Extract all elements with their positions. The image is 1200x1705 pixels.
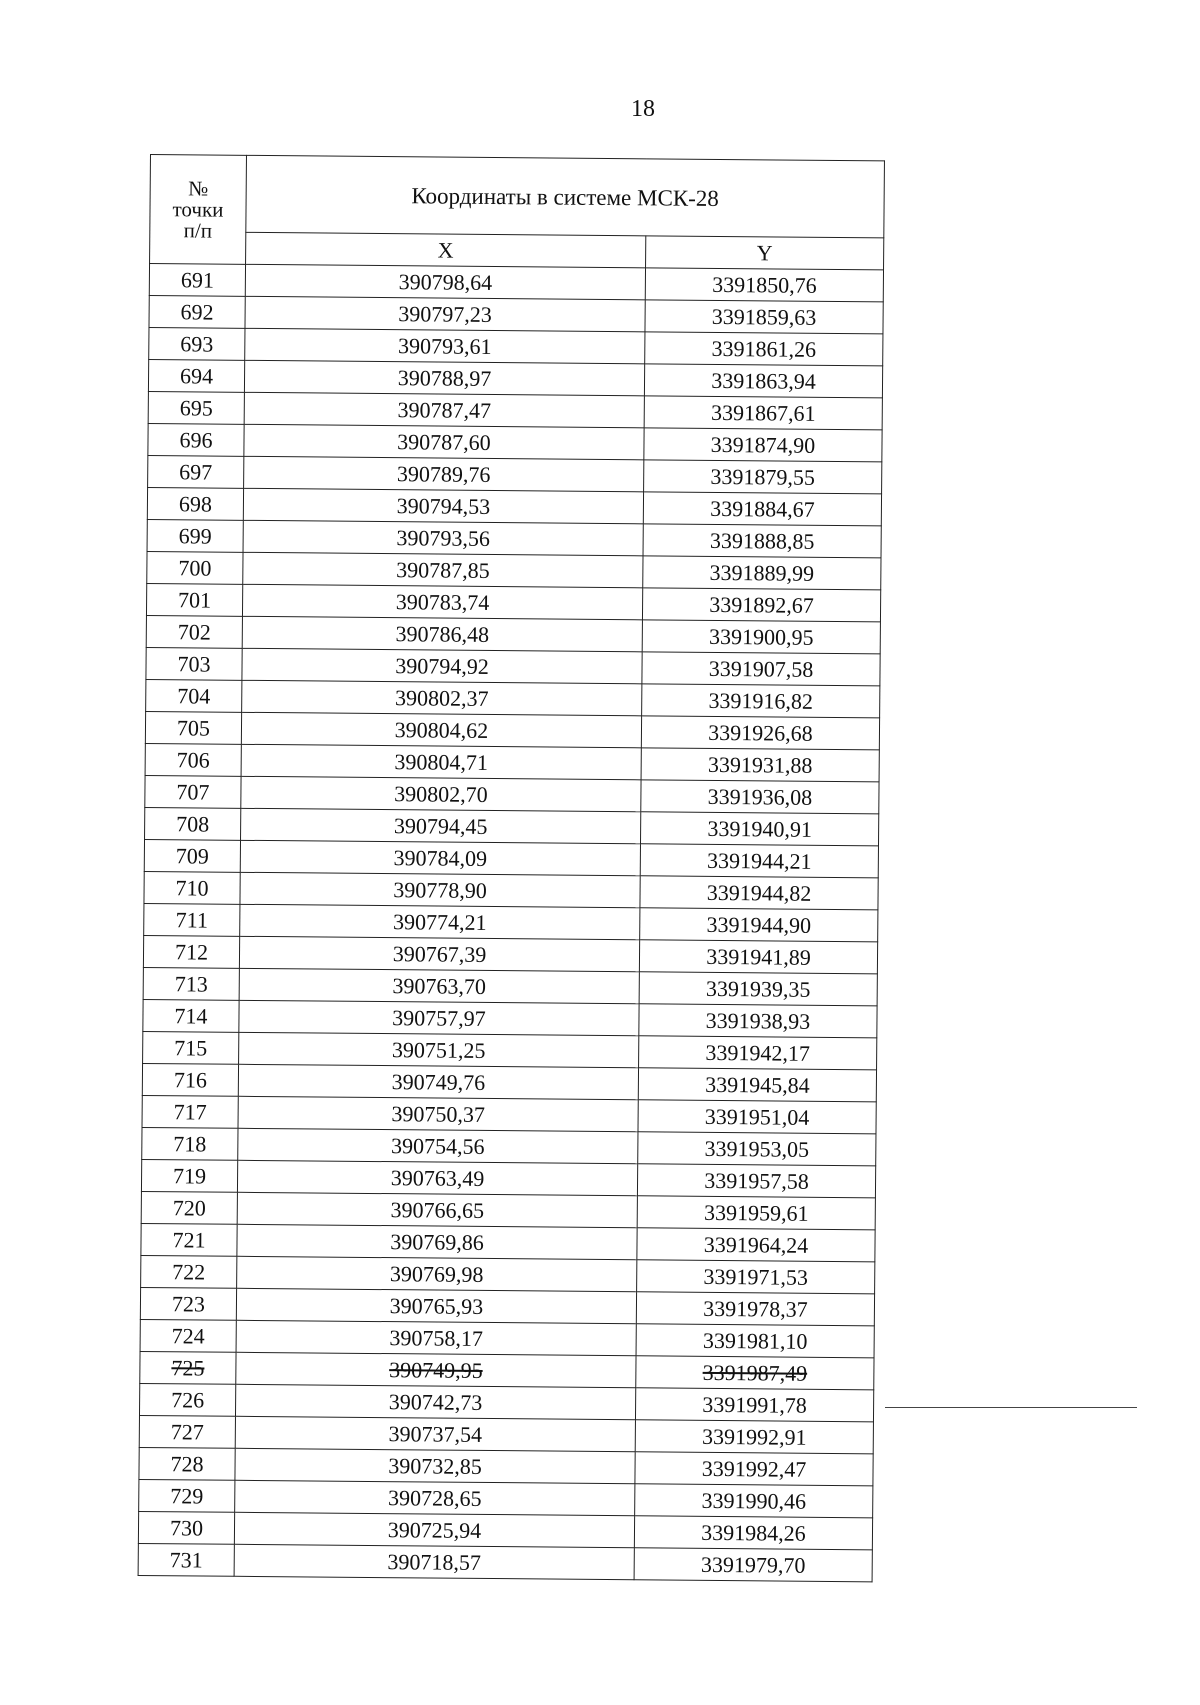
- point-number-cell: 719: [141, 1159, 237, 1192]
- y-coordinate-cell: 3391991,78: [635, 1388, 873, 1422]
- y-coordinate-cell: 3391926,68: [641, 716, 879, 750]
- x-coordinate-cell: 390794,45: [241, 808, 641, 843]
- point-number-cell: 713: [143, 967, 239, 1000]
- y-coordinate-cell: 3391984,26: [634, 1516, 872, 1550]
- point-number-cell: 709: [144, 839, 240, 872]
- x-coordinate-cell: 390728,65: [235, 1480, 635, 1515]
- point-number-cell: 696: [148, 423, 244, 456]
- x-coordinate-cell: 390763,49: [237, 1160, 637, 1195]
- x-coordinate-cell: 390797,23: [245, 296, 645, 331]
- strike-extension-line: [885, 1407, 1137, 1408]
- table-header: [150, 155, 885, 270]
- y-coordinate-cell: 3391850,76: [645, 268, 883, 302]
- x-coordinate-cell: 390774,21: [240, 904, 640, 939]
- x-coordinate-cell: 390732,85: [235, 1448, 635, 1483]
- y-coordinate-cell: 3391888,85: [643, 524, 881, 558]
- x-coordinate-cell: 390751,25: [239, 1032, 639, 1067]
- x-coordinate-cell: 390769,98: [237, 1256, 637, 1291]
- x-coordinate-cell: 390767,39: [239, 936, 639, 971]
- point-number-cell: 718: [142, 1127, 238, 1160]
- y-coordinate-cell: 3391964,24: [637, 1228, 875, 1262]
- x-coordinate-cell: 390793,56: [243, 520, 643, 555]
- y-coordinate-cell: 3391944,90: [640, 908, 878, 942]
- x-coordinate-cell: 390718,57: [234, 1544, 634, 1579]
- y-column-header: Y: [646, 236, 884, 270]
- point-number-cell: 715: [143, 1031, 239, 1064]
- y-coordinate-cell: 3391957,58: [637, 1164, 875, 1198]
- x-coordinate-cell: 390754,56: [238, 1128, 638, 1163]
- point-number-header: [150, 155, 247, 265]
- x-coordinate-cell: 390802,70: [241, 776, 641, 811]
- point-number-cell: 726: [139, 1383, 235, 1416]
- x-coordinate-cell: 390778,90: [240, 872, 640, 907]
- y-coordinate-cell: 3391874,90: [644, 428, 882, 462]
- point-number-cell: 703: [146, 647, 242, 680]
- x-coordinate-cell: 390804,62: [241, 712, 641, 747]
- y-coordinate-cell: 3391884,67: [643, 492, 881, 526]
- point-number-cell: 708: [145, 807, 241, 840]
- point-number-cell: 692: [149, 295, 245, 328]
- coordinates-table: [138, 154, 885, 1582]
- y-coordinate-cell: 3391940,91: [640, 812, 878, 846]
- y-coordinate-cell: 3391941,89: [639, 940, 877, 974]
- point-number-cell: 711: [144, 903, 240, 936]
- x-coordinate-cell: 390749,76: [238, 1064, 638, 1099]
- y-coordinate-cell: 3391979,70: [634, 1548, 872, 1582]
- y-coordinate-cell: 3391987,49: [636, 1356, 874, 1390]
- point-number-header-label: № точки п/п: [172, 175, 224, 243]
- y-coordinate-cell: 3391981,10: [636, 1324, 874, 1358]
- point-number-cell: 700: [147, 551, 243, 584]
- y-coordinate-cell: 3391953,05: [638, 1132, 876, 1166]
- y-coordinate-cell: 3391900,95: [642, 620, 880, 654]
- x-coordinate-cell: 390798,64: [245, 264, 645, 299]
- table-body: [138, 264, 883, 1582]
- point-number-cell: 705: [145, 711, 241, 744]
- y-coordinate-cell: 3391879,55: [644, 460, 882, 494]
- x-coordinate-cell: 390769,86: [237, 1224, 637, 1259]
- x-coordinate-cell: 390802,37: [242, 680, 642, 715]
- coordinates-system-header: Координаты в системе МСК-28: [246, 155, 885, 238]
- point-number-cell: 695: [148, 391, 244, 424]
- x-coordinate-cell: 390725,94: [234, 1512, 634, 1547]
- y-coordinate-cell: 3391945,84: [638, 1068, 876, 1102]
- x-coordinate-cell: 390784,09: [240, 840, 640, 875]
- point-number-cell: 698: [147, 487, 243, 520]
- x-coordinate-cell: 390765,93: [236, 1288, 636, 1323]
- point-number-cell: 731: [138, 1543, 234, 1576]
- point-number-cell: 717: [142, 1095, 238, 1128]
- point-number-cell: 722: [141, 1255, 237, 1288]
- x-coordinate-cell: 390763,70: [239, 968, 639, 1003]
- point-number-cell: 716: [142, 1063, 238, 1096]
- y-coordinate-cell: 3391859,63: [645, 300, 883, 334]
- y-coordinate-cell: 3391992,91: [635, 1420, 873, 1454]
- point-number-cell: 699: [147, 519, 243, 552]
- y-coordinate-cell: 3391939,35: [639, 972, 877, 1006]
- y-coordinate-cell: 3391936,08: [641, 780, 879, 814]
- y-coordinate-cell: 3391944,21: [640, 844, 878, 878]
- x-coordinate-cell: 390804,71: [241, 744, 641, 779]
- point-number-cell: 720: [141, 1191, 237, 1224]
- point-number-cell: 691: [149, 264, 245, 297]
- y-coordinate-cell: 3391959,61: [637, 1196, 875, 1230]
- x-coordinate-cell: 390786,48: [242, 616, 642, 651]
- x-coordinate-cell: 390793,61: [245, 328, 645, 363]
- point-number-cell: 729: [139, 1479, 235, 1512]
- y-coordinate-cell: 3391861,26: [645, 332, 883, 366]
- y-coordinate-cell: 3391944,82: [640, 876, 878, 910]
- x-coordinate-cell: 390742,73: [235, 1384, 635, 1419]
- point-number-cell: 714: [143, 999, 239, 1032]
- point-number-cell: 712: [143, 935, 239, 968]
- y-coordinate-cell: 3391889,99: [643, 556, 881, 590]
- point-number-cell: 724: [140, 1319, 236, 1352]
- x-coordinate-cell: 390787,85: [243, 552, 643, 587]
- x-coordinate-cell: 390766,65: [237, 1192, 637, 1227]
- point-number-cell: 706: [145, 743, 241, 776]
- x-coordinate-cell: 390794,92: [242, 648, 642, 683]
- point-number-cell: 693: [149, 327, 245, 360]
- x-coordinate-cell: 390757,97: [239, 1000, 639, 1035]
- x-coordinate-cell: 390794,53: [243, 488, 643, 523]
- y-coordinate-cell: 3391942,17: [639, 1036, 877, 1070]
- point-number-cell: 707: [145, 775, 241, 808]
- point-number-cell: 727: [139, 1415, 235, 1448]
- table-row: [138, 1543, 872, 1581]
- page-number: 18: [631, 96, 655, 122]
- point-number-cell: 728: [139, 1447, 235, 1480]
- point-number-cell: 721: [141, 1223, 237, 1256]
- point-number-cell: 701: [146, 583, 242, 616]
- point-number-cell: 723: [140, 1287, 236, 1320]
- point-number-cell: 697: [148, 455, 244, 488]
- x-coordinate-cell: 390737,54: [235, 1416, 635, 1451]
- x-coordinate-cell: 390783,74: [242, 584, 642, 619]
- x-coordinate-cell: 390749,95: [236, 1352, 636, 1387]
- y-coordinate-cell: 3391892,67: [642, 588, 880, 622]
- x-coordinate-cell: 390789,76: [244, 456, 644, 491]
- y-coordinate-cell: 3391971,53: [637, 1260, 875, 1294]
- y-coordinate-cell: 3391990,46: [635, 1484, 873, 1518]
- y-coordinate-cell: 3391916,82: [642, 684, 880, 718]
- y-coordinate-cell: 3391992,47: [635, 1452, 873, 1486]
- y-coordinate-cell: 3391907,58: [642, 652, 880, 686]
- point-number-cell: 725: [140, 1351, 236, 1384]
- x-coordinate-cell: 390788,97: [244, 360, 644, 395]
- y-coordinate-cell: 3391978,37: [636, 1292, 874, 1326]
- x-coordinate-cell: 390758,17: [236, 1320, 636, 1355]
- y-coordinate-cell: 3391931,88: [641, 748, 879, 782]
- y-coordinate-cell: 3391951,04: [638, 1100, 876, 1134]
- y-coordinate-cell: 3391938,93: [639, 1004, 877, 1038]
- point-number-cell: 702: [146, 615, 242, 648]
- y-coordinate-cell: 3391863,94: [644, 364, 882, 398]
- x-coordinate-cell: 390750,37: [238, 1096, 638, 1131]
- y-coordinate-cell: 3391867,61: [644, 396, 882, 430]
- point-number-cell: 730: [138, 1511, 234, 1544]
- x-coordinate-cell: 390787,60: [244, 424, 644, 459]
- x-column-header: X: [246, 232, 646, 267]
- point-number-cell: 694: [148, 359, 244, 392]
- point-number-cell: 704: [146, 679, 242, 712]
- point-number-cell: 710: [144, 871, 240, 904]
- x-coordinate-cell: 390787,47: [244, 392, 644, 427]
